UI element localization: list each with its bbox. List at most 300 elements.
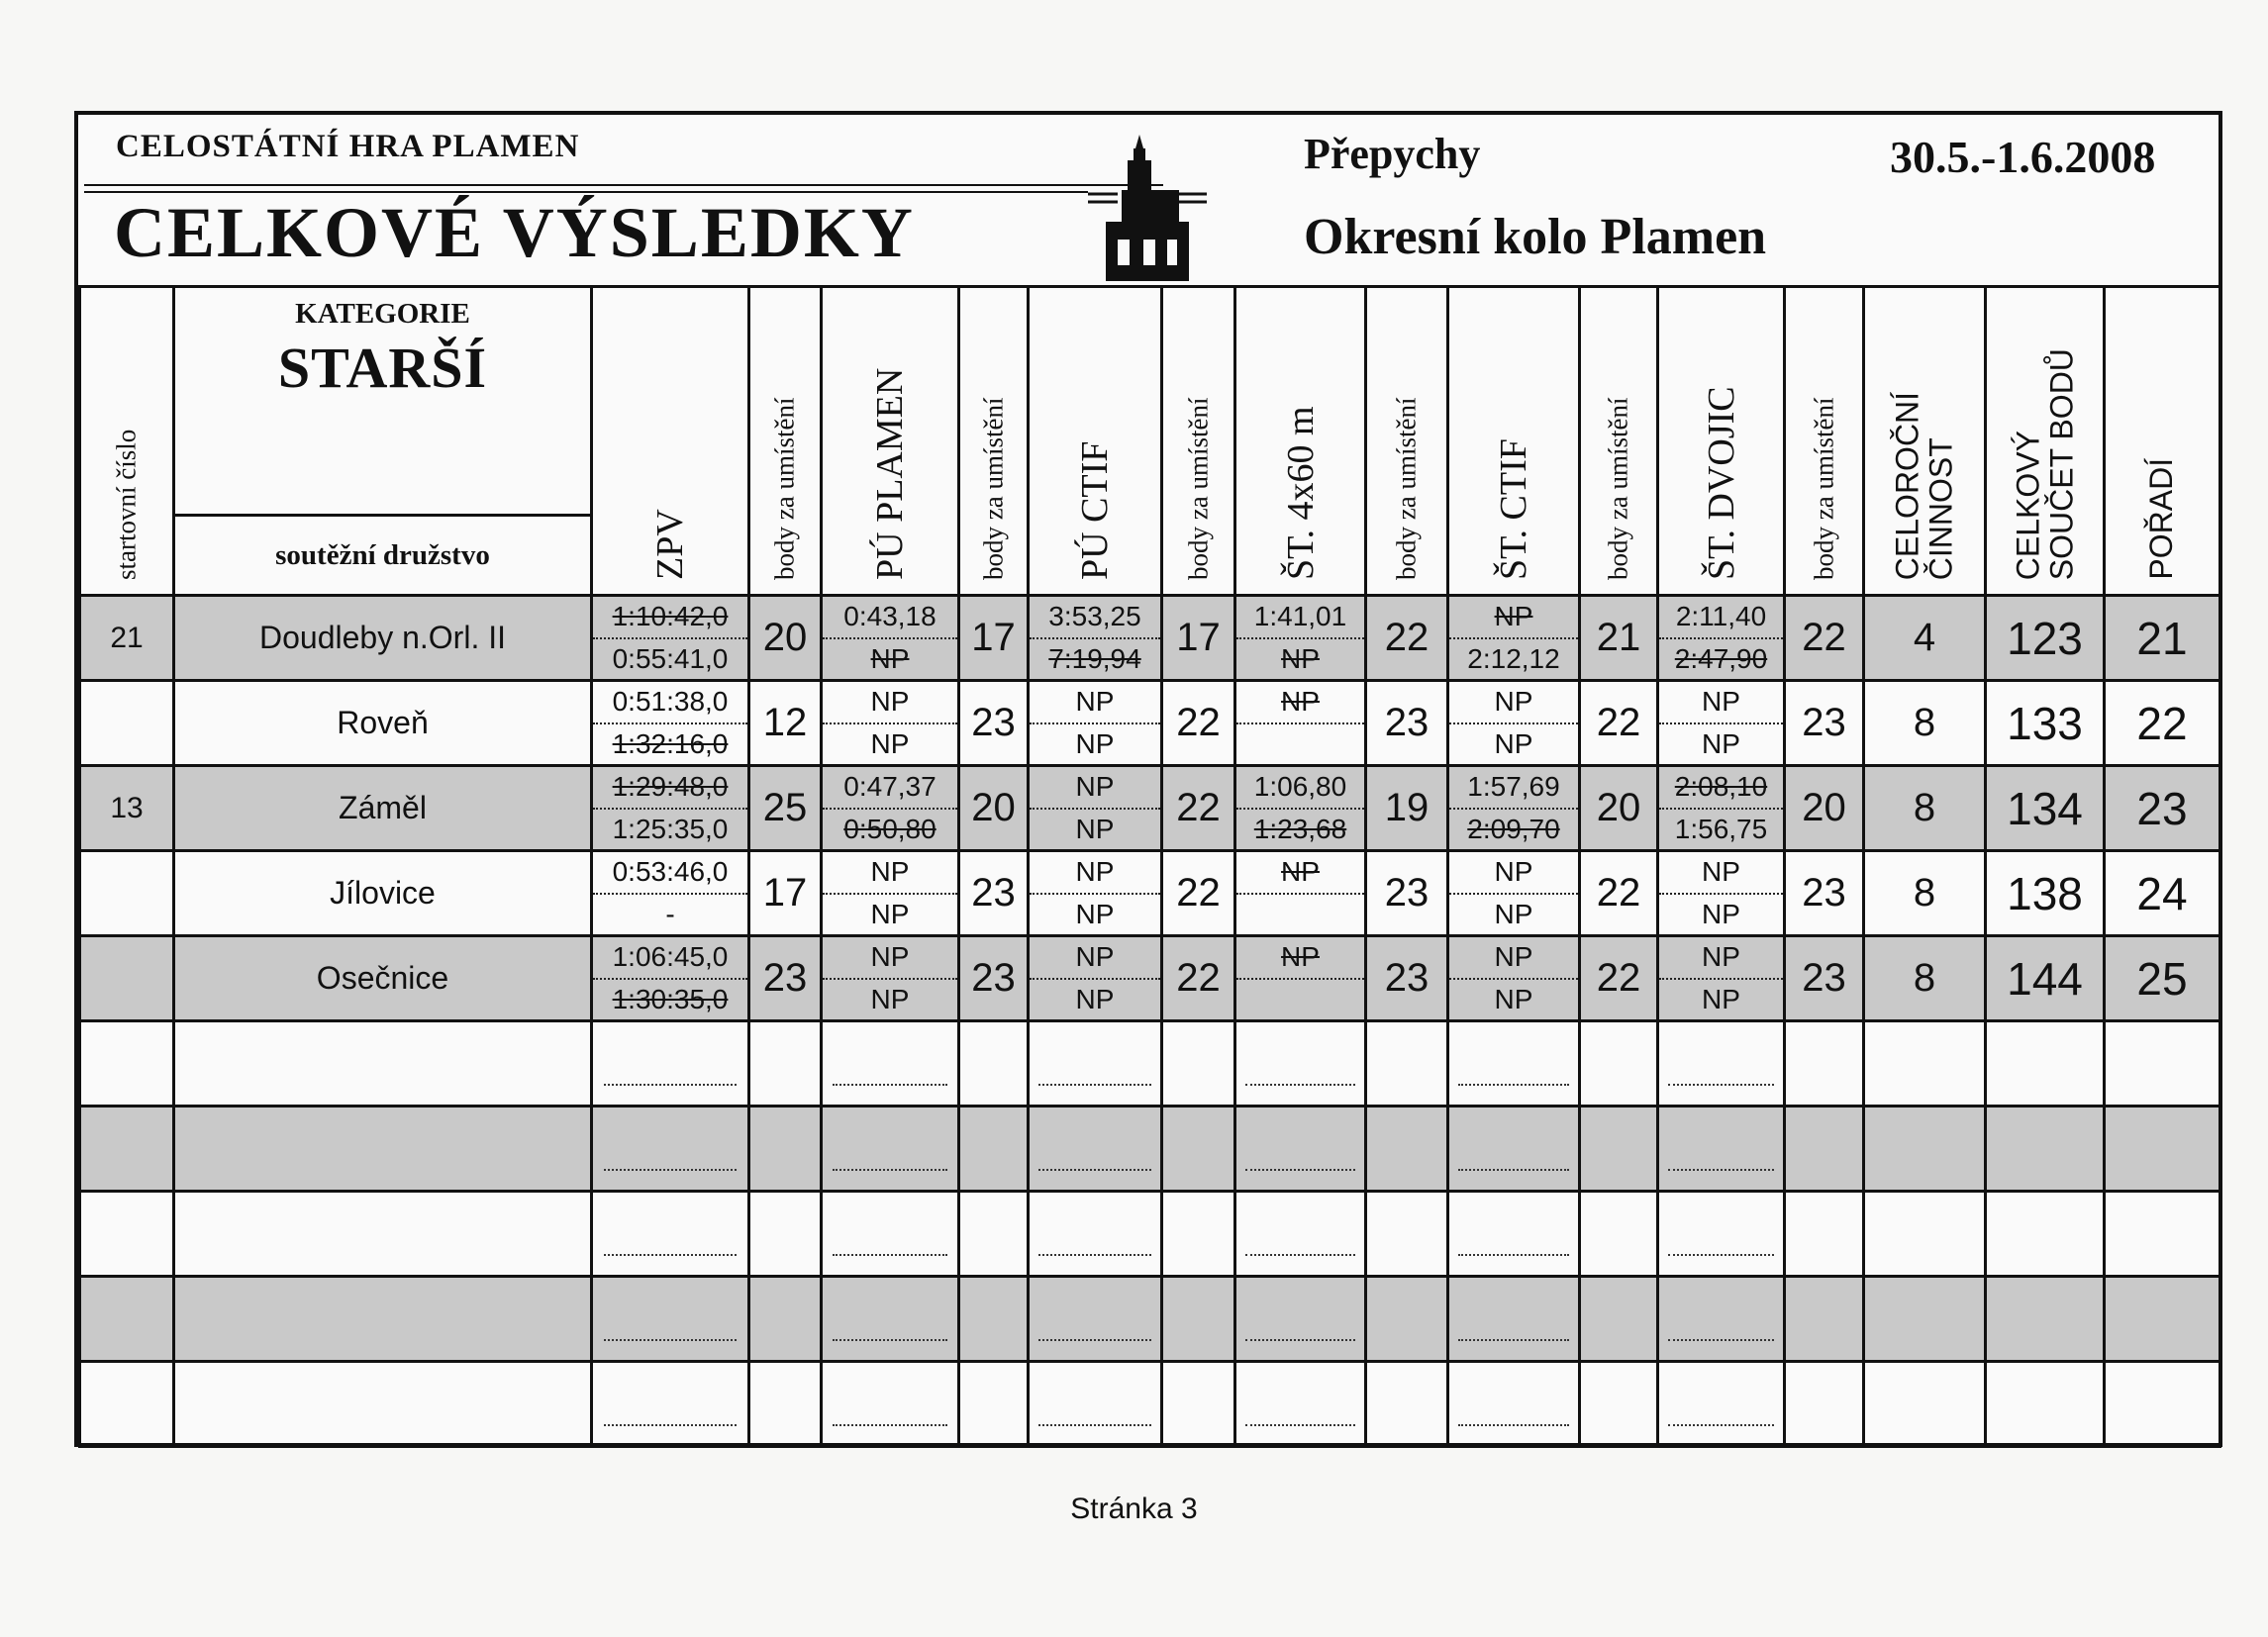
empty-cell	[1366, 1192, 1448, 1277]
puc-times	[1029, 596, 1162, 681]
pup-attempt-1: NP	[823, 937, 957, 980]
dotted-line	[1038, 1383, 1151, 1426]
puc-attempt-2: NP	[1075, 898, 1115, 929]
celorocni-points: 8	[1864, 766, 1986, 851]
zpv-points: 25	[749, 766, 822, 851]
puc-points: 22	[1162, 851, 1235, 936]
event-date: 30.5.-1.6.2008	[1890, 132, 2156, 182]
results-sheet	[74, 111, 2222, 1447]
col-body-puc: body za umístění	[1162, 287, 1235, 596]
empty-cell	[1162, 1192, 1235, 1277]
category-label: KATEGORIE	[295, 298, 470, 330]
pup-attempt-2: NP	[870, 642, 910, 674]
zpv-attempt-1: 1:10:42,0	[593, 597, 747, 639]
puc-attempt-1: 3:53,25	[1030, 597, 1160, 639]
pup-times	[822, 596, 959, 681]
total-points: 134	[1986, 766, 2105, 851]
st4-times	[1235, 936, 1366, 1021]
zpv-points: 12	[749, 681, 822, 766]
stc-attempt-1: 1:57,69	[1449, 767, 1578, 810]
empty-cell	[959, 1107, 1029, 1192]
empty-cell	[749, 1107, 822, 1192]
empty-cell	[1864, 1192, 1986, 1277]
empty-cell	[174, 1107, 592, 1192]
stc-attempt-2: 2:09,70	[1467, 813, 1560, 844]
empty-cell	[959, 1021, 1029, 1107]
st4-attempt-1: 1:06,80	[1236, 767, 1364, 810]
total-points: 123	[1986, 596, 2105, 681]
empty-cell	[592, 1277, 749, 1362]
std-points: 23	[1785, 936, 1864, 1021]
rank: 25	[2105, 936, 2220, 1021]
std-attempt-1: 2:08,10	[1659, 767, 1783, 810]
pup-points: 17	[959, 596, 1029, 681]
zpv-points: 20	[749, 596, 822, 681]
empty-cell	[1366, 1362, 1448, 1447]
dotted-line	[1245, 1212, 1355, 1256]
dotted-line	[604, 1127, 737, 1171]
stc-attempt-2: 2:12,12	[1467, 642, 1560, 674]
puc-times	[1029, 851, 1162, 936]
stc-times	[1448, 596, 1580, 681]
pup-points: 23	[959, 936, 1029, 1021]
zpv-attempt-2: 1:25:35,0	[612, 813, 729, 844]
puc-points: 22	[1162, 766, 1235, 851]
empty-cell	[1658, 1362, 1785, 1447]
pup-attempt-1: NP	[823, 852, 957, 895]
empty-cell	[1986, 1277, 2105, 1362]
st4-attempt-1: NP	[1236, 852, 1364, 895]
empty-cell	[822, 1362, 959, 1447]
empty-cell	[174, 1362, 592, 1447]
empty-cell	[1864, 1277, 1986, 1362]
pup-points: 23	[959, 851, 1029, 936]
st4-points: 23	[1366, 681, 1448, 766]
empty-row	[80, 1021, 2220, 1107]
empty-cell	[749, 1021, 822, 1107]
zpv-times	[592, 596, 749, 681]
empty-cell	[1864, 1107, 1986, 1192]
col-st-ctif: ŠT. CTIF	[1448, 287, 1580, 596]
empty-cell	[1658, 1192, 1785, 1277]
st4-attempt-2: 1:23,68	[1253, 813, 1347, 844]
st4-points: 23	[1366, 936, 1448, 1021]
empty-cell	[822, 1021, 959, 1107]
std-times	[1658, 766, 1785, 851]
std-points: 23	[1785, 851, 1864, 936]
col-poradi: POŘADÍ	[2105, 287, 2220, 596]
empty-cell	[1029, 1362, 1162, 1447]
empty-cell	[1162, 1021, 1235, 1107]
empty-cell	[1366, 1107, 1448, 1192]
empty-cell	[1366, 1277, 1448, 1362]
empty-cell	[1235, 1107, 1366, 1192]
dotted-line	[1458, 1298, 1569, 1341]
start-number	[80, 936, 174, 1021]
dotted-line	[1038, 1042, 1151, 1086]
dotted-line	[1245, 1298, 1355, 1341]
empty-cell	[1785, 1277, 1864, 1362]
dotted-line	[1245, 1383, 1355, 1426]
empty-cell	[592, 1362, 749, 1447]
std-attempt-2: NP	[1702, 727, 1740, 759]
empty-cell	[1580, 1362, 1658, 1447]
std-attempt-2: NP	[1702, 983, 1740, 1014]
empty-cell	[1580, 1107, 1658, 1192]
dotted-line	[1668, 1383, 1775, 1426]
std-attempt-2: NP	[1702, 898, 1740, 929]
st4-times	[1235, 766, 1366, 851]
empty-cell	[1448, 1362, 1580, 1447]
puc-attempt-1: NP	[1030, 852, 1160, 895]
col-body-std: body za umístění	[1785, 287, 1864, 596]
zpv-attempt-1: 0:53:46,0	[593, 852, 747, 895]
pup-points: 20	[959, 766, 1029, 851]
empty-cell	[959, 1277, 1029, 1362]
pup-times	[822, 766, 959, 851]
empty-cell	[1986, 1192, 2105, 1277]
celorocni-points: 8	[1864, 851, 1986, 936]
empty-cell	[959, 1192, 1029, 1277]
empty-cell	[1029, 1021, 1162, 1107]
empty-cell	[174, 1192, 592, 1277]
std-attempt-1: NP	[1659, 937, 1783, 980]
std-times	[1658, 851, 1785, 936]
empty-cell	[2105, 1107, 2220, 1192]
castle-logo-icon	[1088, 133, 1207, 281]
table-row	[80, 936, 2220, 1021]
empty-cell	[1785, 1192, 1864, 1277]
dotted-line	[1038, 1127, 1151, 1171]
start-number	[80, 851, 174, 936]
empty-cell	[592, 1107, 749, 1192]
stc-attempt-1: NP	[1449, 852, 1578, 895]
page-title: CELKOVÉ VÝSLEDKY	[114, 193, 915, 272]
empty-cell	[2105, 1192, 2220, 1277]
table-row	[80, 766, 2220, 851]
start-number: 21	[80, 596, 174, 681]
empty-cell	[1162, 1107, 1235, 1192]
empty-cell	[1658, 1107, 1785, 1192]
col-zpv: ZPV	[592, 287, 749, 596]
team-name: Jílovice	[174, 851, 592, 936]
empty-cell	[1448, 1192, 1580, 1277]
col-category	[174, 287, 592, 596]
empty-cell	[1235, 1362, 1366, 1447]
stc-attempt-2: NP	[1494, 983, 1533, 1014]
empty-cell	[749, 1192, 822, 1277]
empty-cell	[1658, 1277, 1785, 1362]
dotted-line	[604, 1042, 737, 1086]
org-title: CELOSTÁTNÍ HRA PLAMEN	[116, 129, 580, 164]
zpv-attempt-1: 1:06:45,0	[593, 937, 747, 980]
zpv-attempt-2: 0:55:41,0	[612, 642, 729, 674]
empty-cell	[1580, 1021, 1658, 1107]
rank: 21	[2105, 596, 2220, 681]
st4-points: 19	[1366, 766, 1448, 851]
st4-attempt-2: NP	[1281, 642, 1320, 674]
empty-cell	[1029, 1277, 1162, 1362]
st4-attempt-1: NP	[1236, 937, 1364, 980]
stc-points: 22	[1580, 851, 1658, 936]
dotted-line	[1245, 1042, 1355, 1086]
total-points: 144	[1986, 936, 2105, 1021]
empty-cell	[80, 1021, 174, 1107]
st4-attempt-1: NP	[1236, 682, 1364, 724]
total-points: 133	[1986, 681, 2105, 766]
stc-times	[1448, 851, 1580, 936]
empty-cell	[1580, 1192, 1658, 1277]
empty-cell	[749, 1277, 822, 1362]
puc-points: 22	[1162, 936, 1235, 1021]
empty-row	[80, 1362, 2220, 1447]
puc-attempt-1: NP	[1030, 767, 1160, 810]
total-points: 138	[1986, 851, 2105, 936]
std-points: 22	[1785, 596, 1864, 681]
pup-attempt-2: NP	[870, 898, 910, 929]
page-number: Stránka 3	[1070, 1493, 1198, 1525]
dotted-line	[833, 1127, 948, 1171]
st4-attempt-2	[1236, 980, 1364, 1020]
st4-times	[1235, 681, 1366, 766]
col-pu-plamen: PÚ PLAMEN	[822, 287, 959, 596]
dotted-line	[1245, 1127, 1355, 1171]
stc-attempt-1: NP	[1449, 597, 1578, 639]
dotted-line	[1038, 1212, 1151, 1256]
celorocni-points: 8	[1864, 936, 1986, 1021]
dotted-line	[1668, 1212, 1775, 1256]
sheet-header	[78, 115, 2219, 288]
std-attempt-2: 2:47,90	[1674, 642, 1768, 674]
col-celorocni: CELOROČNÍ ČINNOST	[1864, 287, 1986, 596]
std-attempt-2: 1:56,75	[1674, 813, 1768, 844]
empty-cell	[592, 1021, 749, 1107]
pup-times	[822, 681, 959, 766]
dotted-line	[1458, 1127, 1569, 1171]
dotted-line	[1458, 1383, 1569, 1426]
empty-cell	[1162, 1362, 1235, 1447]
col-body-stc: body za umístění	[1580, 287, 1658, 596]
std-attempt-1: NP	[1659, 852, 1783, 895]
empty-cell	[80, 1107, 174, 1192]
puc-points: 22	[1162, 681, 1235, 766]
col-start-no: startovní číslo	[80, 287, 174, 596]
team-header: soutěžní družstvo	[275, 538, 490, 571]
empty-cell	[80, 1362, 174, 1447]
puc-attempt-2: NP	[1075, 983, 1115, 1014]
empty-cell	[1366, 1021, 1448, 1107]
celorocni-points: 4	[1864, 596, 1986, 681]
dotted-line	[1668, 1042, 1775, 1086]
puc-attempt-2: 7:19,94	[1048, 642, 1141, 674]
empty-cell	[592, 1192, 749, 1277]
empty-cell	[1235, 1021, 1366, 1107]
puc-times	[1029, 681, 1162, 766]
stc-attempt-1: NP	[1449, 682, 1578, 724]
puc-times	[1029, 936, 1162, 1021]
dotted-line	[833, 1042, 948, 1086]
dotted-line	[1668, 1127, 1775, 1171]
zpv-attempt-2: 1:30:35,0	[612, 983, 729, 1014]
pup-times	[822, 851, 959, 936]
stc-attempt-2: NP	[1494, 898, 1533, 929]
empty-cell	[1235, 1192, 1366, 1277]
stc-times	[1448, 766, 1580, 851]
empty-cell	[1658, 1021, 1785, 1107]
zpv-points: 17	[749, 851, 822, 936]
dotted-line	[1458, 1212, 1569, 1256]
empty-cell	[1162, 1277, 1235, 1362]
empty-cell	[1235, 1277, 1366, 1362]
team-name: Záměl	[174, 766, 592, 851]
st4-attempt-2	[1236, 895, 1364, 935]
empty-cell	[1448, 1021, 1580, 1107]
empty-cell	[822, 1107, 959, 1192]
zpv-attempt-2: -	[665, 898, 675, 929]
std-points: 23	[1785, 681, 1864, 766]
empty-cell	[1785, 1021, 1864, 1107]
dotted-line	[604, 1383, 737, 1426]
stc-times	[1448, 681, 1580, 766]
st4-attempt-1: 1:41,01	[1236, 597, 1364, 639]
dotted-line	[604, 1298, 737, 1341]
stc-attempt-1: NP	[1449, 937, 1578, 980]
st4-times	[1235, 851, 1366, 936]
pup-times	[822, 936, 959, 1021]
puc-attempt-2: NP	[1075, 813, 1115, 844]
stc-points: 22	[1580, 681, 1658, 766]
empty-row	[80, 1107, 2220, 1192]
puc-attempt-2: NP	[1075, 727, 1115, 759]
empty-row	[80, 1277, 2220, 1362]
team-name: Osečnice	[174, 936, 592, 1021]
pup-attempt-1: 0:47,37	[823, 767, 957, 810]
empty-cell	[1864, 1021, 1986, 1107]
category-value: STARŠÍ	[277, 336, 488, 400]
st4-points: 22	[1366, 596, 1448, 681]
empty-cell	[959, 1362, 1029, 1447]
empty-cell	[822, 1192, 959, 1277]
st4-times	[1235, 596, 1366, 681]
zpv-points: 23	[749, 936, 822, 1021]
empty-cell	[1448, 1277, 1580, 1362]
std-times	[1658, 681, 1785, 766]
team-name: Roveň	[174, 681, 592, 766]
puc-attempt-1: NP	[1030, 682, 1160, 724]
col-body-st4: body za umístění	[1366, 287, 1448, 596]
empty-cell	[1029, 1192, 1162, 1277]
empty-row	[80, 1192, 2220, 1277]
celorocni-points: 8	[1864, 681, 1986, 766]
dotted-line	[833, 1298, 948, 1341]
empty-cell	[822, 1277, 959, 1362]
dotted-line	[604, 1212, 737, 1256]
start-number	[80, 681, 174, 766]
empty-cell	[1864, 1362, 1986, 1447]
std-attempt-1: NP	[1659, 682, 1783, 724]
col-soucet: CELKOVÝ SOUČET BODŮ	[1986, 287, 2105, 596]
stc-attempt-2: NP	[1494, 727, 1533, 759]
zpv-times	[592, 681, 749, 766]
empty-cell	[80, 1277, 174, 1362]
st4-points: 23	[1366, 851, 1448, 936]
stc-points: 20	[1580, 766, 1658, 851]
empty-cell	[1986, 1107, 2105, 1192]
puc-attempt-1: NP	[1030, 937, 1160, 980]
empty-cell	[2105, 1021, 2220, 1107]
empty-cell	[1785, 1362, 1864, 1447]
dotted-line	[833, 1212, 948, 1256]
zpv-times	[592, 936, 749, 1021]
empty-cell	[1986, 1021, 2105, 1107]
rank: 22	[2105, 681, 2220, 766]
zpv-times	[592, 851, 749, 936]
empty-cell	[749, 1362, 822, 1447]
std-times	[1658, 936, 1785, 1021]
col-pu-ctif: PÚ CTIF	[1029, 287, 1162, 596]
place-name: Přepychy	[1304, 130, 1481, 178]
pup-attempt-2: NP	[870, 727, 910, 759]
pup-attempt-2: 0:50,80	[843, 813, 937, 844]
dotted-line	[1038, 1298, 1151, 1341]
std-points: 20	[1785, 766, 1864, 851]
col-st-dvojic: ŠT. DVOJIC	[1658, 287, 1785, 596]
zpv-attempt-1: 0:51:38,0	[593, 682, 747, 724]
std-attempt-1: 2:11,40	[1659, 597, 1783, 639]
empty-cell	[1029, 1107, 1162, 1192]
empty-cell	[1785, 1107, 1864, 1192]
zpv-times	[592, 766, 749, 851]
team-name: Doudleby n.Orl. II	[174, 596, 592, 681]
col-st-4x60: ŠT. 4x60 m	[1235, 287, 1366, 596]
pup-points: 23	[959, 681, 1029, 766]
results-table	[78, 285, 2221, 1448]
col-body-zpv: body za umístění	[749, 287, 822, 596]
dotted-line	[833, 1383, 948, 1426]
empty-cell	[174, 1021, 592, 1107]
table-row	[80, 596, 2220, 681]
dotted-line	[1458, 1042, 1569, 1086]
puc-points: 17	[1162, 596, 1235, 681]
round-name: Okresní kolo Plamen	[1304, 209, 1767, 265]
empty-cell	[80, 1192, 174, 1277]
rank: 24	[2105, 851, 2220, 936]
pup-attempt-1: 0:43,18	[823, 597, 957, 639]
std-times	[1658, 596, 1785, 681]
empty-cell	[174, 1277, 592, 1362]
rank: 23	[2105, 766, 2220, 851]
empty-cell	[2105, 1362, 2220, 1447]
empty-cell	[2105, 1277, 2220, 1362]
stc-points: 21	[1580, 596, 1658, 681]
table-row	[80, 851, 2220, 936]
stc-points: 22	[1580, 936, 1658, 1021]
st4-attempt-2	[1236, 724, 1364, 765]
empty-cell	[1448, 1107, 1580, 1192]
stc-times	[1448, 936, 1580, 1021]
zpv-attempt-2: 1:32:16,0	[612, 727, 729, 759]
col-body-pup: body za umístění	[959, 287, 1029, 596]
pup-attempt-2: NP	[870, 983, 910, 1014]
puc-times	[1029, 766, 1162, 851]
table-row	[80, 681, 2220, 766]
dotted-line	[1668, 1298, 1775, 1341]
empty-cell	[1986, 1362, 2105, 1447]
pup-attempt-1: NP	[823, 682, 957, 724]
zpv-attempt-1: 1:29:48,0	[593, 767, 747, 810]
start-number: 13	[80, 766, 174, 851]
empty-cell	[1580, 1277, 1658, 1362]
